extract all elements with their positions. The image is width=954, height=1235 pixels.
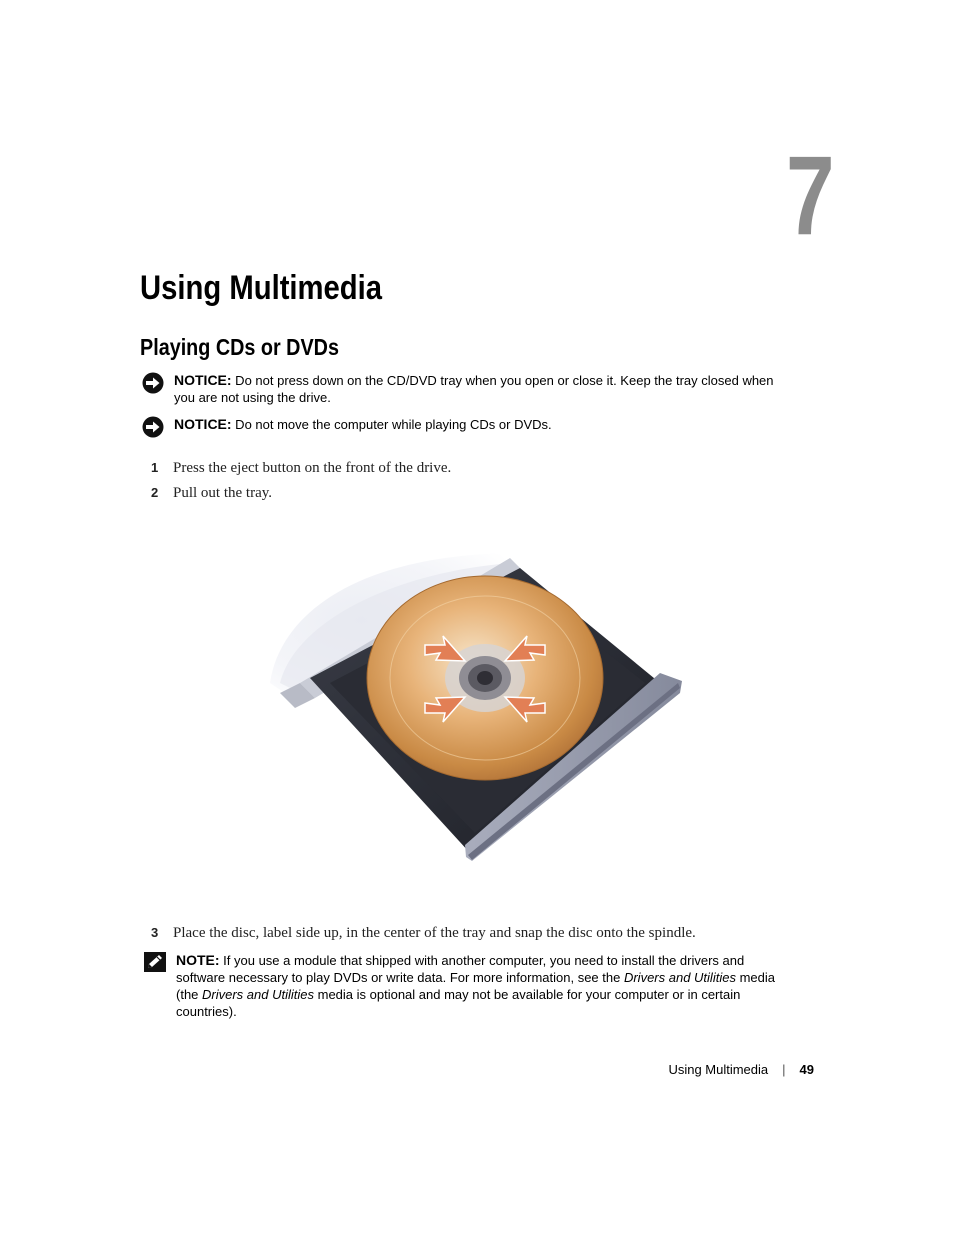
step-1 [151, 459, 791, 477]
step-2 [151, 484, 791, 502]
footer-section: Using Multimedia [668, 1062, 769, 1077]
cd-tray-illustration [240, 533, 690, 863]
section-title: Playing CDs or DVDs [140, 334, 339, 360]
chapter-number: 7 [786, 133, 835, 258]
step-3 [151, 924, 791, 942]
note-text: If you use a module that shipped with another computer, you need to install the drivers and software necessary to play DVDs or write data. For more information, see the [176, 953, 745, 985]
notice-text: Do not press down on the CD/DVD tray when you open or close it. Keep the tray closed when you are not using the drive. [174, 373, 774, 405]
notice-arrow-icon [142, 372, 164, 394]
note-emphasis: Drivers and Utilities [623, 970, 736, 985]
page-title: Using Multimedia [140, 269, 383, 307]
note-text: media (the [176, 970, 775, 1002]
notice-callout-1 [142, 372, 782, 406]
notice-arrow-icon [142, 416, 164, 438]
step-text: Pull out the tray. [173, 485, 273, 501]
notice-label: NOTICE: [174, 416, 232, 432]
page-footer [668, 1061, 814, 1079]
page-number: 49 [799, 1062, 814, 1077]
step-text: Place the disc, label side up, in the center of the tray and snap the disc onto the spindle. [173, 925, 696, 941]
step-number: 3 [151, 925, 159, 940]
note-emphasis: Drivers and Utilities [202, 987, 314, 1002]
note-callout [144, 952, 784, 1020]
footer-separator: | [782, 1062, 786, 1077]
notice-text: Do not move the computer while playing CDs or DVDs. [231, 417, 552, 432]
note-pencil-icon [144, 952, 166, 972]
note-text: media is optional and may not be available for your computer or in certain countries). [176, 987, 741, 1019]
step-number: 1 [151, 460, 159, 475]
step-text: Press the eject button on the front of the drive. [173, 460, 452, 476]
step-number: 2 [151, 485, 159, 500]
notice-callout-2 [142, 416, 782, 433]
notice-label: NOTICE: [174, 372, 232, 388]
note-label: NOTE: [176, 952, 220, 968]
